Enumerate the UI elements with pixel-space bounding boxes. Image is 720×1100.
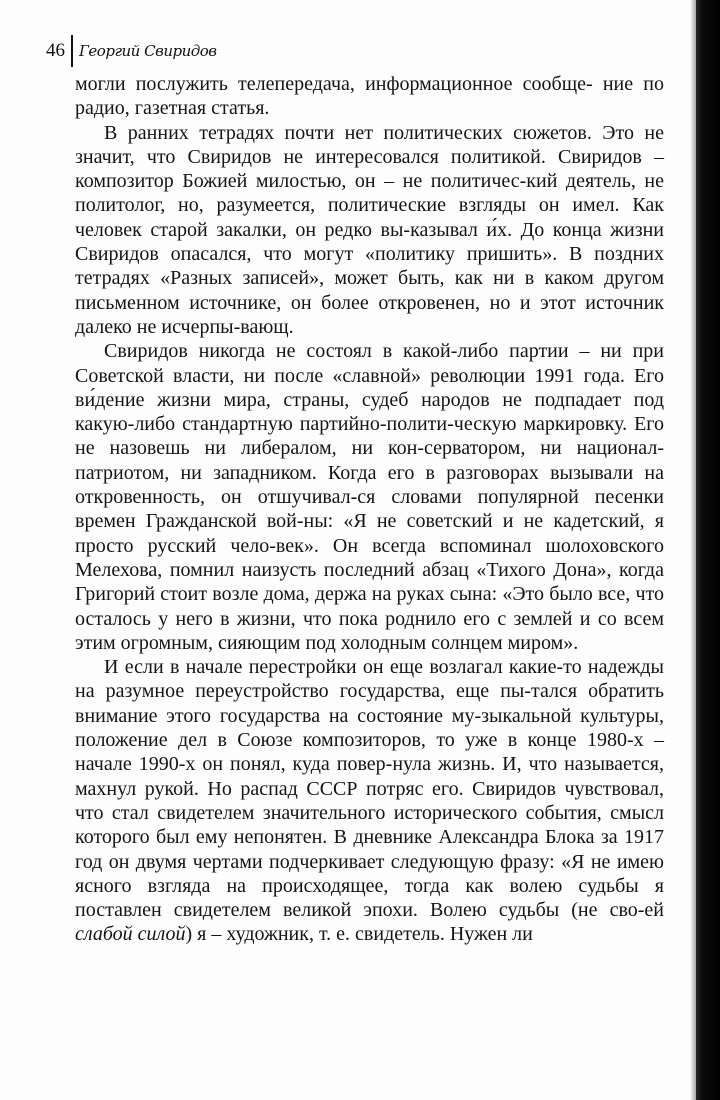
header-divider <box>71 35 73 67</box>
page-number: 46 <box>46 40 65 61</box>
paragraph-line: ние по радио, газетная статья. <box>75 73 665 120</box>
body-text <box>75 72 664 947</box>
paragraph: Свиридов никогда не состоял в какой-либо партии – ни при Советской власти, ни после «славной» революции 1991 года. Его ви́дение жизни мира, страны, судеб народов не подпадает под какую-либо стандартную партийно-полити-ческую маркировку. Его не назовешь ни либералом, ни кон-серватором, ни национал-патриотом, ни западником. Когда его в разговорах вызывали на откровенность, он отшучивал-ся словами популярной песенки времен Гражданской вой-ны: «Я не советский и не кадетский, я просто русский чело-век». Он всегда вспоминал шолоховского Мелехова, помнил наизусть последний абзац «Тихого Дона», когда Григорий стоит возле дома, держа на руках сына: «Это было все, что осталось у него в жизни, что пока роднило его с землей и со всем этим огромным, сияющим под холодным солнцем миром». <box>75 340 664 654</box>
paragraph: В ранних тетрадях почти нет политических сюжетов. Это не значит, что Свиридов не интересовался политикой. Свиридов – композитор Божией милостью, он – не политичес-кий деятель, не политолог, но, разумеется, политические взгляды он имел. Как человек старой закалки, он редко вы-казывал и́х. До конца жизни Свиридов опасался, что могут «политику пришить». В поздних тетрадях «Разных записей», может быть, как ни в каком другом письменном источнике, он более откровенен, но и этот источник далеко не исчерпы-вающ. <box>75 121 664 338</box>
paragraph <box>75 655 664 947</box>
paragraph-continued <box>75 72 664 121</box>
page-header <box>46 34 217 68</box>
paragraph-text: ) я – художник, т. е. свидетель. Нужен ли <box>185 923 533 946</box>
paragraph-text: И если в начале перестройки он еще возлагал какие-то надежды на разумное переустройство государства, еще пы-тался обратить внимание этого государства на состояние му-зыкальной культуры, положение дел в Союзе композиторов, то уже в конце 1980-х – начале 1990-х он понял, куда повер-нула жизнь. И, что называется, махнул рукой. Но распад СССР потряс его. Свиридов чувствовал, что стал свидетелем значительного исторического события, смысл которого был ему непонятен. В дневнике Александра Блока за 1917 год он двумя чертами подчеркивает следующую фразу: «Я не имею ясного взгляда на происходящее, тогда как волею судьбы я поставлен свидетелем великой эпохи. Волею судьбы (не сво-ей <box>75 656 664 922</box>
page-edge-shadow <box>696 0 720 1100</box>
italic-phrase: слабой силой <box>75 923 186 946</box>
running-head: Георгий Свиридов <box>79 42 217 60</box>
paragraph-line: могли послужить телепередача, информационное сообще- <box>75 73 593 95</box>
